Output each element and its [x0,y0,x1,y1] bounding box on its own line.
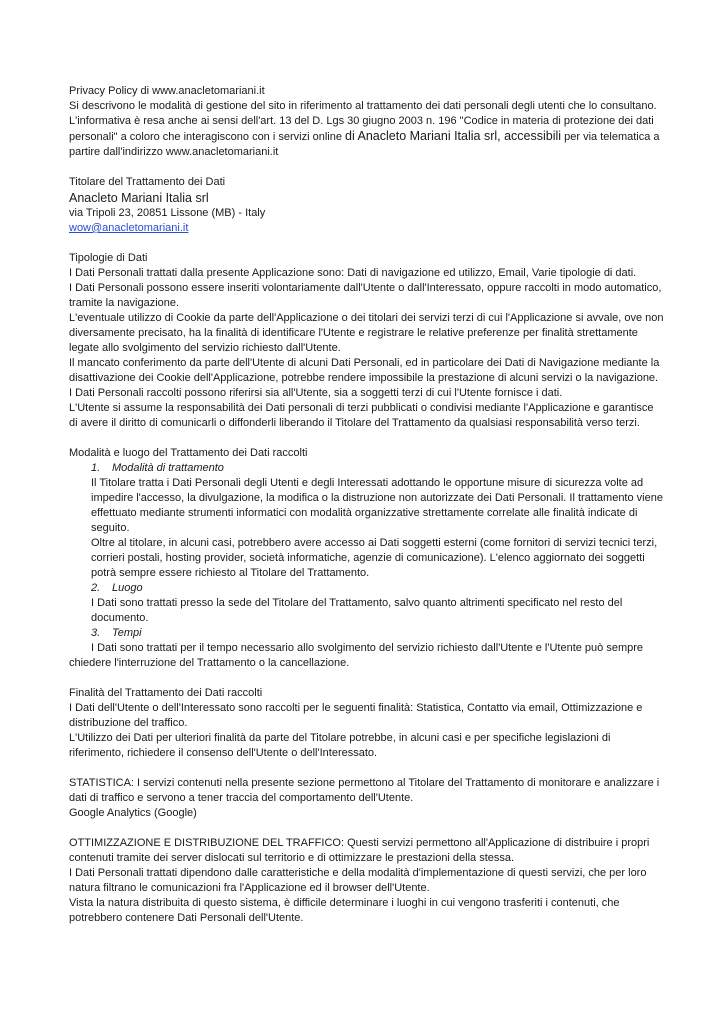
ottimizzazione-paragraph: OTTIMIZZAZIONE E DISTRIBUZIONE DEL TRAFFICO: Questi servizi permettono all'Applicazione di distribuire i propri contenuti tramite dei server dislocati sul territorio e di ottimizzare le prestazioni della stessa. [69,837,650,864]
tipologie-paragraph: L'eventuale utilizzo di Cookie da parte dell'Applicazione o dei titolari dei servizi terzi di cui l'Applicazione si avvale, ove non diversamente precisato, ha la finalità di identificare l'Utente e registrare le relative preferenze per finalità strettamente legate allo svolgimento del servizio richiesto dall'Utente. [69,312,664,354]
finalita-paragraph: I Dati dell'Utente o dell'Interessato sono raccolti per le seguenti finalità: Statistica, Contatto via email, Ottimizzazione e distribuzione del traffico. [69,702,643,729]
privacy-title: Privacy Policy di www.anacletomariani.it [69,85,265,97]
finalita-paragraph: L'Utilizzo dei Dati per ulteriori finalità da parte del Titolare potrebbe, in alcuni casi e per specifiche legislazioni di riferimento, richiedere il consenso dell'Utente o dell'Interessato. [69,732,611,759]
titolare-heading: Titolare del Trattamento dei Dati [69,176,226,188]
ottimizzazione-paragraph: Vista la natura distribuita di questo sistema, è difficile determinare i luoghi in cui vengono trasferiti i contenuti, che potrebbero contenere Dati Personali dell'Utente. [69,897,620,924]
finalita-heading: Finalità del Trattamento dei Dati raccolti [69,687,263,699]
tipologie-section [69,251,664,431]
modalita-list-item [69,626,664,671]
list-item-paragraph: Oltre al titolare, in alcuni casi, potrebbero avere accesso ai Dati soggetti esterni (come fornitori di servizi tecnici terzi, corrieri postali, hosting provider, società informatiche, agenzie di comunicazione). L'elenco aggiornato dei soggetti potrà sempre essere richiesto al Titolare del Trattamento. [91,537,658,579]
modalita-list-item [69,461,664,581]
list-item-number: 2. [91,582,101,594]
finalita-section [69,686,664,761]
modalita-heading: Modalità e luogo del Trattamento dei Dati raccolti [69,447,308,459]
tipologie-heading: Tipologie di Dati [69,252,148,264]
list-item-paragraph: I Dati sono trattati presso la sede del Titolare del Trattamento, salvo quanto altrimenti specificato nel resto del documento. [91,597,623,624]
company-name: Anacleto Mariani Italia srl [69,191,209,205]
list-item-number: 3. [91,627,101,639]
modalita-section [69,446,664,671]
list-item-title: Modalità di trattamento [112,462,224,474]
privacy-intro-section [69,84,664,160]
privacy-intro-text: Si descrivono le modalità di gestione del sito in riferimento al trattamento dei dati personali degli utenti che lo consultano. [69,100,657,112]
tipologie-paragraph: I Dati Personali possono essere inseriti volontariamente dall'Utente o dall'Interessato, oppure raccolti in modo automatico, tramite la navigazione. [69,282,662,309]
tipologie-paragraph: L'Utente si assume la responsabilità dei Dati personali di terzi pubblicati o condivisi mediante l'Applicazione e garantisce di avere il diritto di comunicarli o diffonderli liberando il Titolare del Trattamento da qualsiasi responsabilità verso terzi. [69,402,654,429]
modalita-list-item [69,581,664,626]
ottimizzazione-paragraph: I Dati Personali trattati dipendono dalle caratteristiche e della modalità d'implementazione di questi servizi, che per loro natura filtrano le comunicazioni fra l'Applicazione ed il browser dell'Utente. [69,867,647,894]
list-item-title: Luogo [112,582,143,594]
list-item-paragraph: I Dati sono trattati per il tempo necessario allo svolgimento del servizio richiesto dall'Utente e l'Utente può sempre chiedere l'interruzione del Trattamento o la cancellazione. [69,642,644,669]
company-address: via Tripoli 23, 20851 Lissone (MB) - Italy [69,207,266,219]
privacy-legal-text-b: di Anacleto Mariani Italia srl, accessibili [345,129,562,143]
list-item-paragraph: Il Titolare tratta i Dati Personali degli Utenti e degli Interessati adottando le opportune misure di sicurezza volte ad impedire l'accesso, la divulgazione, la modifica o la distruzione non autorizzate dei Dati Personali. Il trattamento viene effettuato mediante strumenti informatici con modalità organizzative strettamente correlate alle finalità indicate di seguito. [91,477,663,534]
titolare-section [69,175,664,236]
ottimizzazione-section [69,836,664,926]
statistica-section [69,776,664,821]
statistica-paragraph: STATISTICA: I servizi contenuti nella presente sezione permettono al Titolare del Trattamento di monitorare e analizzare i dati di traffico e servono a tener traccia del comportamento dell'Utente. [69,777,660,804]
privacy-legal-text [69,114,664,160]
company-email-link[interactable]: wow@anacletomariani.it [69,222,189,234]
modalita-list [69,461,664,671]
list-item-title: Tempi [112,627,142,639]
list-item-number: 1. [91,462,101,474]
privacy-legal-text-c: per via telematica a partire dall'indirizzo www.anacletomariani.it [69,131,660,158]
tipologie-paragraph: I Dati Personali trattati dalla presente Applicazione sono: Dati di navigazione ed utilizzo, Email, Varie tipologie di dati. [69,267,637,279]
privacy-legal-text-a: L'informativa è resa anche ai sensi dell'art. 13 del D. Lgs 30 giugno 2003 n. 196 "Codice in materia di protezione dei dati personali" a coloro che interagiscono con i servizi online [69,115,654,143]
statistica-service: Google Analytics (Google) [69,807,197,819]
tipologie-paragraph: I Dati Personali raccolti possono riferirsi sia all'Utente, sia a soggetti terzi di cui l'Utente fornisce i dati. [69,387,563,399]
tipologie-paragraph: Il mancato conferimento da parte dell'Utente di alcuni Dati Personali, ed in particolare dei Dati di Navigazione mediante la disattivazione dei Cookie dell'Applicazione, potrebbe rendere impossibile la prestazione di alcuni servizi o la navigazione. [69,357,660,384]
